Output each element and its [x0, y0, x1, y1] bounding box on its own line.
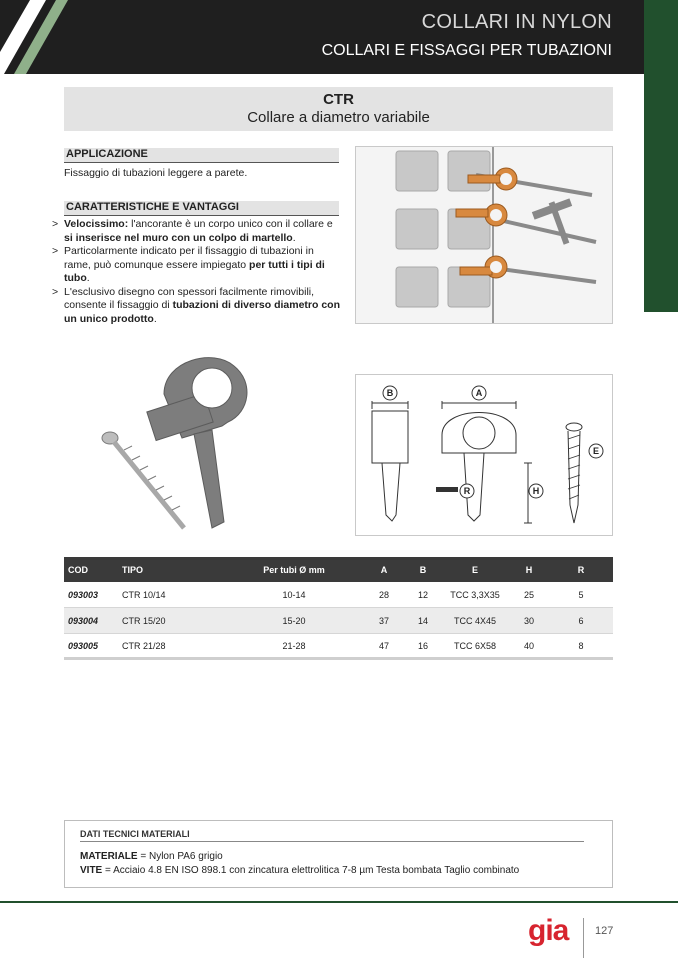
side-green-bar: [644, 74, 678, 312]
cell-b: 16: [417, 640, 428, 651]
application-heading: APPLICAZIONE: [64, 148, 339, 163]
feature-bullet: >: [52, 218, 59, 230]
feature-bullet: >: [52, 245, 59, 257]
cell-r: 8: [578, 640, 584, 651]
technical-data-heading: DATI TECNICI MATERIALI: [80, 829, 584, 842]
application-text: Fissaggio di tubazioni leggere a parete.: [64, 167, 248, 179]
cell-tubi: 10-14: [282, 589, 306, 600]
product-title-box: [64, 87, 613, 131]
dimensions-drawing: [356, 375, 612, 535]
dim-label-r: R: [463, 486, 471, 496]
cell-tipo: CTR 10/14: [122, 589, 166, 600]
feature-item: > Velocissimo: l'ancorante è un corpo unico con il collare e si inserisce nel muro con un colpo di martello.: [52, 218, 333, 244]
cell-e: TCC 4X45: [453, 615, 497, 626]
features-list: [52, 218, 342, 326]
table-row: [64, 634, 613, 660]
cell-a: 47: [378, 640, 389, 651]
cell-cod: 093004: [68, 615, 99, 626]
col-header-cod: COD: [68, 564, 88, 575]
table-header: [64, 557, 613, 582]
product-code: CTR: [323, 91, 354, 108]
dim-label-a: A: [475, 388, 483, 398]
page-number: 127: [595, 925, 614, 937]
cell-h: 40: [523, 640, 534, 651]
dimensions-diagram: [355, 374, 613, 536]
header-green-tab: [644, 0, 678, 74]
feature-bullet: >: [52, 285, 59, 298]
cell-h: 25: [523, 589, 534, 600]
col-header-tipo: TIPO: [122, 564, 144, 575]
material-line: MATERIALE = Nylon PA6 grigio: [80, 851, 223, 862]
col-header-tubi: Per tubi Ø mm: [263, 564, 325, 575]
table-row: [64, 582, 613, 608]
footer-divider: [0, 901, 678, 903]
cell-r: 5: [578, 589, 584, 600]
footer-separator: [583, 918, 584, 958]
col-header-e: E: [471, 564, 478, 575]
cell-cod: 093005: [68, 640, 99, 651]
cell-tubi: 21-28: [282, 640, 306, 651]
col-header-a: A: [380, 564, 388, 575]
product-table: [64, 557, 613, 660]
cell-r: 6: [578, 615, 584, 626]
technical-data-box: [64, 820, 613, 888]
col-header-b: B: [419, 564, 427, 575]
cell-b: 12: [417, 589, 428, 600]
installation-illustration: [356, 147, 612, 323]
page-header: [0, 0, 678, 74]
cell-e: TCC 6X58: [453, 640, 497, 651]
feature-item: > L'esclusivo disegno con spessori facilmente rimovibili, consente il fissaggio di tubazioni di diverso diametro con un unico prodotto.: [52, 285, 341, 325]
cell-tipo: CTR 21/28: [122, 640, 166, 651]
header-subtitle: COLLARI E FISSAGGI PER TUBAZIONI: [321, 42, 612, 59]
col-header-r: R: [577, 564, 585, 575]
table-row: [64, 608, 613, 634]
cell-tubi: 15-20: [282, 615, 306, 626]
features-heading: CARATTERISTICHE E VANTAGGI: [64, 201, 339, 216]
cell-a: 28: [378, 589, 389, 600]
cell-h: 30: [523, 615, 534, 626]
header-title: COLLARI IN NYLON: [421, 11, 612, 33]
col-header-h: H: [525, 564, 533, 575]
cell-tipo: CTR 15/20: [122, 615, 166, 626]
cell-a: 37: [378, 615, 389, 626]
gia-logo: gia: [528, 914, 569, 947]
dim-label-e: E: [592, 446, 600, 456]
cell-cod: 093003: [68, 589, 99, 600]
product-illustration: [94, 342, 314, 542]
feature-item: > Particolarmente indicato per il fissaggio di tubazioni in rame, può comunque essere impiegato per tutti i tipi di tubo.: [52, 245, 325, 284]
dim-label-h: H: [532, 486, 540, 496]
product-name: Collare a diametro variabile: [247, 109, 430, 126]
cell-b: 14: [417, 615, 428, 626]
screw-line: VITE = Acciaio 4.8 EN ISO 898.1 con zincatura elettrolitica 7-8 µm Testa bombata Taglio combinato: [80, 865, 520, 876]
cell-e: TCC 3,3X35: [450, 589, 500, 600]
installation-photo: [355, 146, 613, 324]
dim-label-b: B: [386, 388, 394, 398]
